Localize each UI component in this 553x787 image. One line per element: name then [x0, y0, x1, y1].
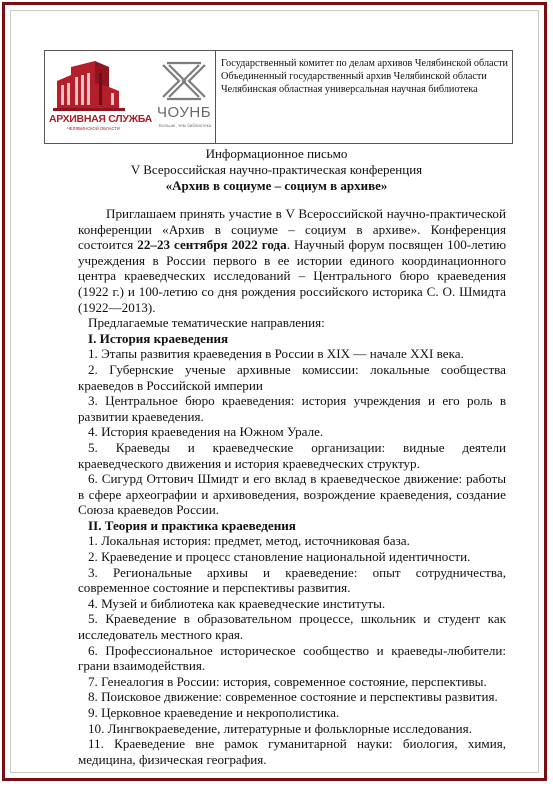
topics-lead: Предлагаемые тематические направления: — [88, 315, 325, 331]
list-item: 3. Центральное бюро краеведения: история учреждения и его роль в развитии краеведения. — [78, 393, 506, 424]
list-item: 5. Краеведы и краеведческие организации: видные деятели краеведческого движения и история краеведческих структур. — [78, 439, 506, 471]
list-item: 11. Краеведение вне рамок гуманитарной науки: биология, химия, медицина, физическая география. — [78, 736, 506, 767]
archive-logo-subtitle: ЧЕЛЯБИНСКОЙ ОБЛАСТИ — [67, 126, 120, 131]
letter-body — [78, 206, 506, 767]
list-item: 2. Губернские ученые архивные комиссии: локальные сообщества краеведов в Российской империи — [78, 361, 506, 393]
intro-text: . Научный форум посвящен 100-летию учреждения в России первого в ее истории единого координационного центра краеведческих исследований – Центрального бюро краеведения (1922 г.) и 100-летию со дня рождения российского историка С. О. Шмидта (1922—2013). — [78, 237, 506, 315]
library-logo-subtitle: Больше, чем библиотека — [159, 123, 212, 128]
list-item: 5. Краеведение в образовательном процессе, школьник и студент как исследователь местного края. — [78, 611, 506, 643]
list-item: 2. Краеведение и процесс становление национальной идентичности. — [88, 549, 471, 565]
org-line: Объединенный государственный архив Челябинской области — [220, 71, 487, 82]
list-item: 1. Локальная история: предмет, метод, источниковая база. — [88, 533, 410, 549]
conference-dates: 22–23 сентября 2022 года — [137, 237, 287, 253]
intro-paragraph — [78, 206, 506, 315]
list-item: 1. Этапы развития краеведения в России в XIX — начале XXI века. — [88, 346, 464, 362]
list-item: 9. Церковное краеведение и некрополистика. — [88, 705, 340, 720]
list-item: 6. Сигурд Оттович Шмидт и его вклад в краеведческое движение: работы в сфере археографии и архивоведения, возрождение краеведения, создание Союза краеведов России. — [78, 471, 506, 518]
archive-logo-title: АРХИВНАЯ СЛУЖБА — [49, 113, 152, 125]
list-item: 8. Поисковое движение: современное состояние и перспективы развития. — [88, 689, 498, 705]
list-item: 3. Региональные архивы и краеведение: опыт сотрудничества, современное состояние и перспективы развития. — [78, 564, 506, 596]
library-logo-title: ЧОУНБ — [157, 104, 212, 121]
logos-cell — [45, 51, 216, 143]
list-item: 10. Лингвокраеведение, литературные и фольклорные исследования. — [88, 720, 472, 736]
intro-text: Приглашаем принять участие в V Всероссийской научно-практической конференции «Архив в социуме – социум в архиве». Конференция состоится — [78, 206, 506, 253]
list-item: 7. Генеалогия в России: история, современное состояние, перспективы. — [88, 673, 487, 689]
title-line-name: «Архив в социуме – социум в архиве» — [165, 178, 388, 193]
title-line-conference: V Всероссийская научно-практическая конференция — [130, 162, 423, 177]
title-line-letter: Информационное письмо — [205, 146, 348, 161]
list-item: 4. История краеведения на Южном Урале. — [88, 424, 324, 440]
letterhead-table — [44, 50, 513, 144]
list-item: 4. Музей и библиотека как краеведческие институты. — [88, 595, 386, 611]
document-title — [30, 146, 523, 194]
org-line: Государственный комитет по делам архивов Челябинской области — [220, 58, 508, 69]
org-line: Челябинская областная универсальная научная библиотека — [220, 84, 478, 95]
archive-service-logo — [49, 57, 149, 137]
section-heading: II. Теория и практика краеведения — [88, 517, 296, 533]
organizations-cell — [216, 51, 512, 143]
section-heading: I. История краеведения — [88, 330, 229, 346]
list-item: 6. Профессиональное историческое сообщество и краеведы-любители: грани взаимодействия. — [78, 642, 506, 674]
